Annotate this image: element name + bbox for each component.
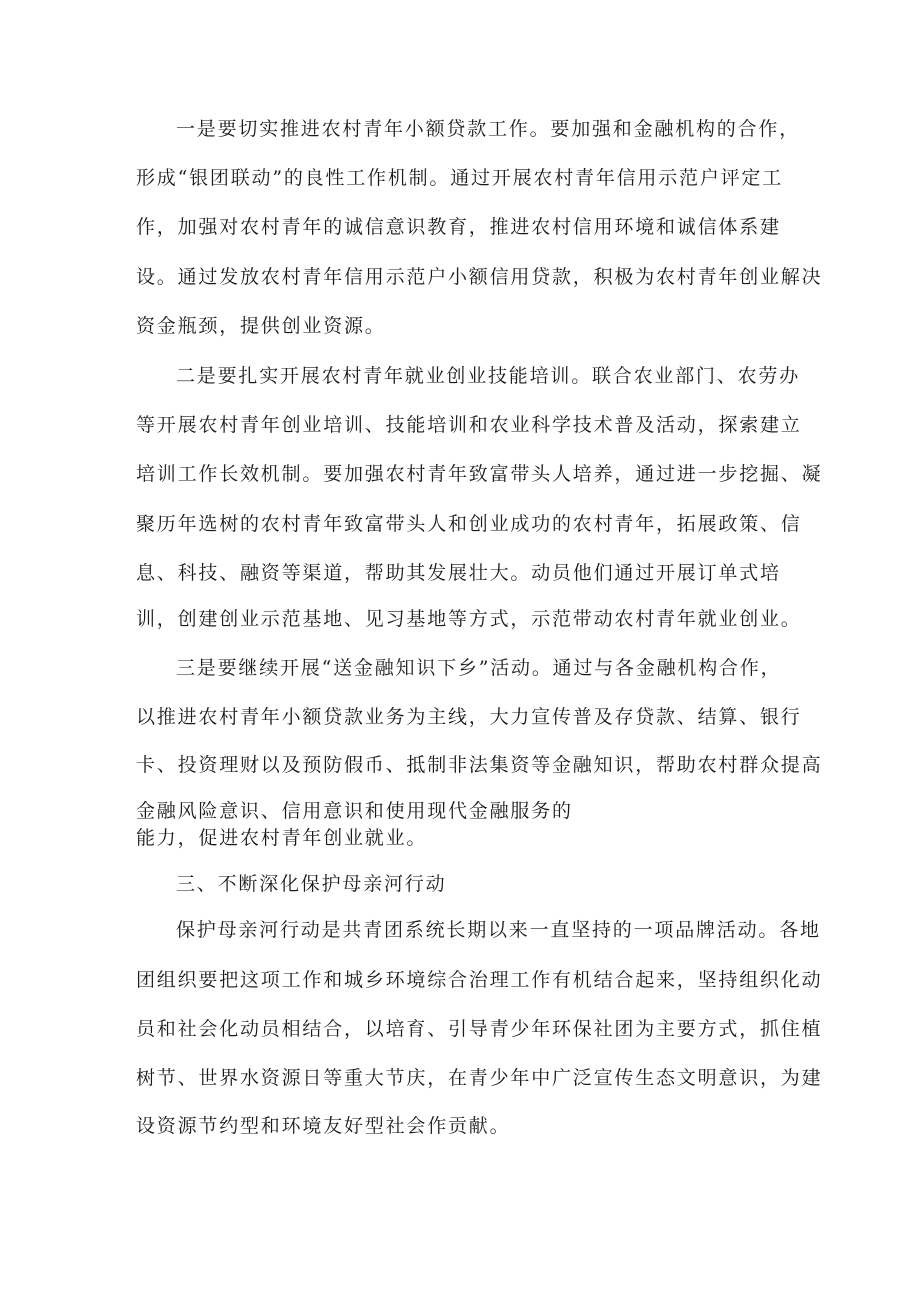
text-line: 设资源节约型和环境友好型社会作贡献。	[136, 1115, 511, 1137]
text-line: 形成“银团联动”的良性工作机制。通过开展农村青年信用示范户评定工	[136, 167, 784, 189]
text-line: 金融风险意识、信用意识和使用现代金融服务的	[136, 800, 573, 822]
text-line: 三是要继续开展“送金融知识下乡”活动。通过与各金融机构合作，	[176, 657, 782, 679]
text-line: 团组织要把这项工作和城乡环境综合治理工作有机结合起来，坚持组织化动	[136, 969, 823, 991]
text-line: 聚历年选树的农村青年致富带头人和创业成功的农村青年，拓展政策、信	[136, 513, 802, 535]
text-line: 以推进农村青年小额贷款业务为主线，大力宣传普及存贷款、结算、银行	[136, 706, 802, 728]
section-heading: 三、不断深化保护母亲河行动	[176, 873, 447, 895]
text-line: 作，加强对农村青年的诚信意识教育，推进农村信用环境和诚信体系建	[136, 216, 781, 238]
text-line: 保护母亲河行动是共青团系统长期以来一直坚持的一项品牌活动。各地	[176, 919, 821, 941]
text-line: 资金瓶颈，提供创业资源。	[136, 315, 386, 337]
text-line: 卡、投资理财以及预防假币、抵制非法集资等金融知识，帮助农村群众提高	[136, 754, 823, 776]
text-line: 训，创建创业示范基地、见习基地等方式，示范带动农村青年就业创业。	[136, 608, 802, 630]
text-line: 息、科技、融资等渠道，帮助其发展壮大。动员他们通过开展订单式培	[136, 562, 781, 584]
text-line: 等开展农村青年创业培训、技能培训和农业科学技术普及活动，探索建立	[136, 414, 802, 436]
text-line: 一是要切实推进农村青年小额贷款工作。要加强和金融机构的合作，	[176, 118, 801, 140]
text-line: 树节、世界水资源日等重大节庆，在青少年中广泛宣传生态文明意识，为建	[136, 1067, 823, 1089]
text-line: 设。通过发放农村青年信用示范户小额信用贷款，积极为农村青年创业解决	[136, 266, 823, 288]
text-line: 培训工作长效机制。要加强农村青年致富带头人培养，通过进一步挖掘、凝	[136, 463, 823, 485]
text-line: 员和社会化动员相结合，以培育、引导青少年环保社团为主要方式，抓住植	[136, 1018, 823, 1040]
text-line: 二是要扎实开展农村青年就业创业技能培训。联合农业部门、农劳办	[176, 365, 801, 387]
text-line: 能力，促进农村青年创业就业。	[136, 827, 428, 849]
